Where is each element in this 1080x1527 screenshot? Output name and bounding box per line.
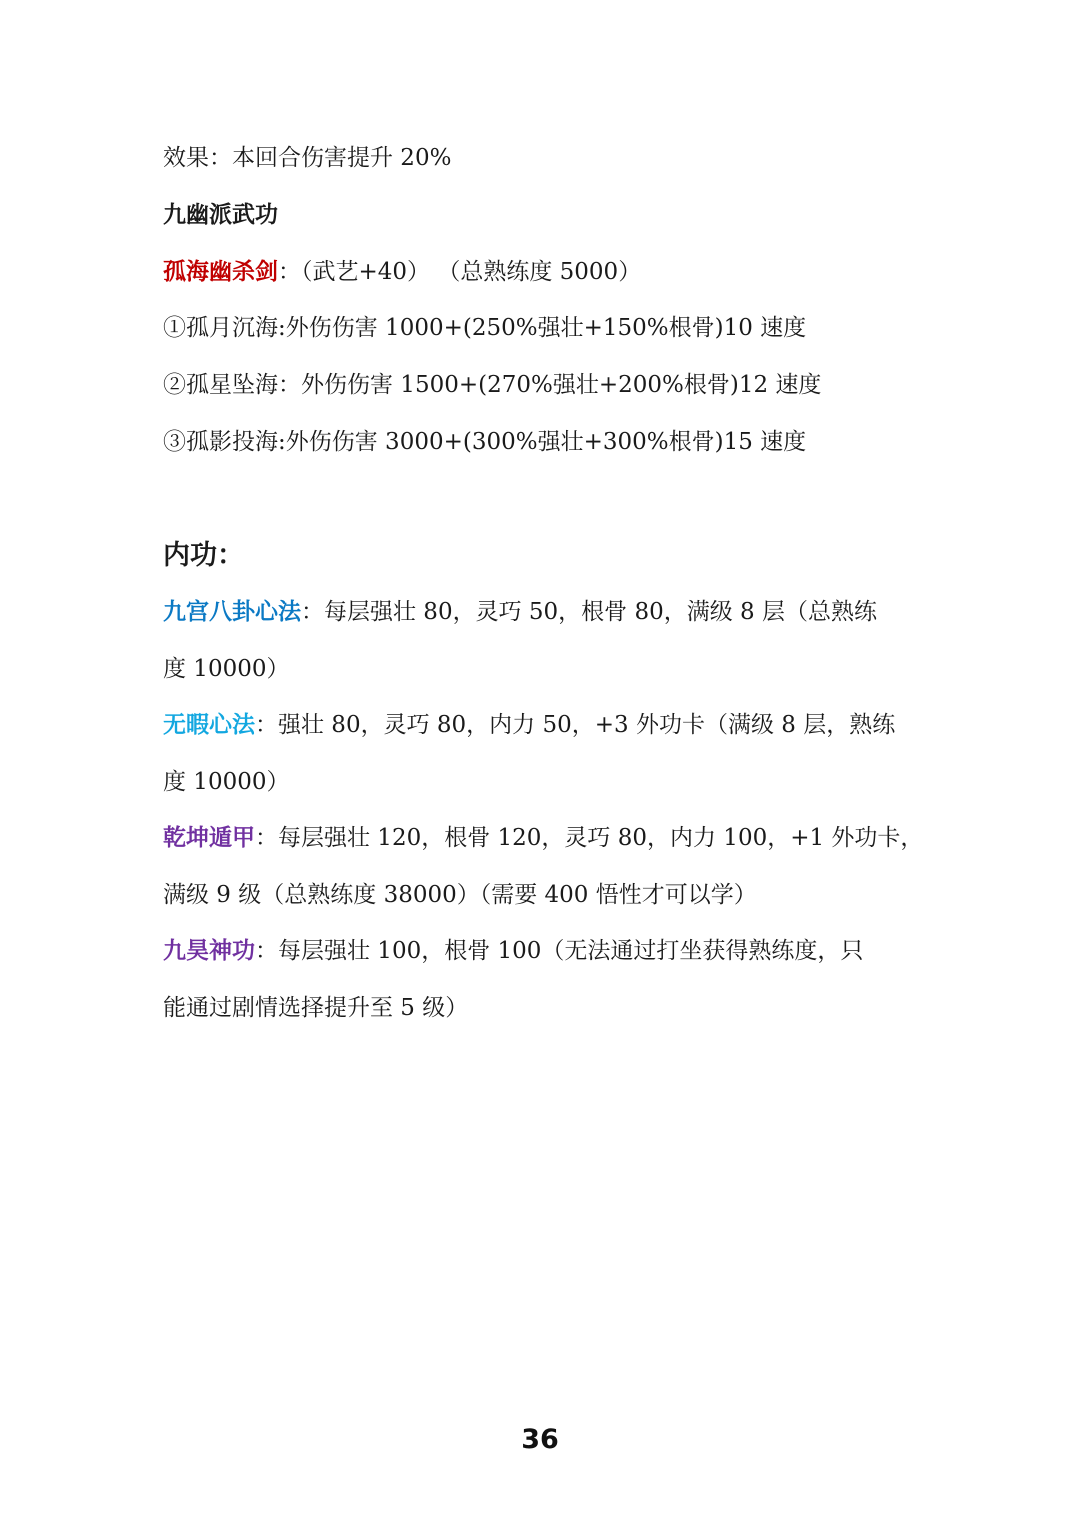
skill-move-1: ①孤月沉海:外伤伤害 1000+(250%强壮+150%根骨)10 速度 (163, 315, 807, 341)
inner-skill-3-name: 乾坤遁甲 (163, 825, 255, 851)
skill-detail: ：（武艺+40） （总熟练度 5000） (278, 259, 642, 285)
inner-skill-3-line2: 满级 9 级（总熟练度 38000）（需要 400 悟性才可以学） (163, 882, 757, 908)
sect-title: 九幽派武功 (163, 202, 278, 228)
effect-line: 效果：本回合伤害提升 20% (163, 145, 452, 171)
inner-skill-4-line2: 能通过剧情选择提升至 5 级） (163, 995, 469, 1021)
skill-header (163, 257, 930, 287)
inner-skill-1-detail: ：每层强壮 80，灵巧 50，根骨 80，满级 8 层（总熟练 (301, 599, 877, 625)
skill-move-2: ②孤星坠海：外伤伤害 1500+(270%强壮+200%根骨)12 速度 (163, 372, 822, 398)
inner-skill-4-line1 (163, 936, 930, 966)
inner-skill-4-detail: ：每层强壮 100，根骨 100（无法通过打坐获得熟练度，只 (255, 938, 864, 964)
inner-skill-2-detail: ：强壮 80，灵巧 80，内力 50，+3 外功卡（满级 8 层，熟练 (255, 712, 896, 738)
inner-skill-1-line2: 度 10000） (163, 656, 290, 682)
inner-skill-1-name: 九宫八卦心法 (163, 599, 301, 625)
inner-title: 内功： (163, 540, 244, 571)
inner-skill-3-line1 (163, 823, 930, 853)
inner-skill-3-detail: ：每层强壮 120，根骨 120，灵巧 80，内力 100，+1 外功卡， (255, 825, 924, 851)
inner-skill-2-name: 无暇心法 (163, 712, 255, 738)
inner-skill-1-line1 (163, 597, 930, 627)
skill-name: 孤海幽杀剑 (163, 259, 278, 285)
skill-move-3: ③孤影投海:外伤伤害 3000+(300%强壮+300%根骨)15 速度 (163, 429, 807, 455)
inner-skill-2-line2: 度 10000） (163, 769, 290, 795)
inner-skill-2-line1 (163, 710, 930, 740)
page-number: 36 (521, 1424, 559, 1455)
inner-skill-4-name: 九昊神功 (163, 938, 255, 964)
